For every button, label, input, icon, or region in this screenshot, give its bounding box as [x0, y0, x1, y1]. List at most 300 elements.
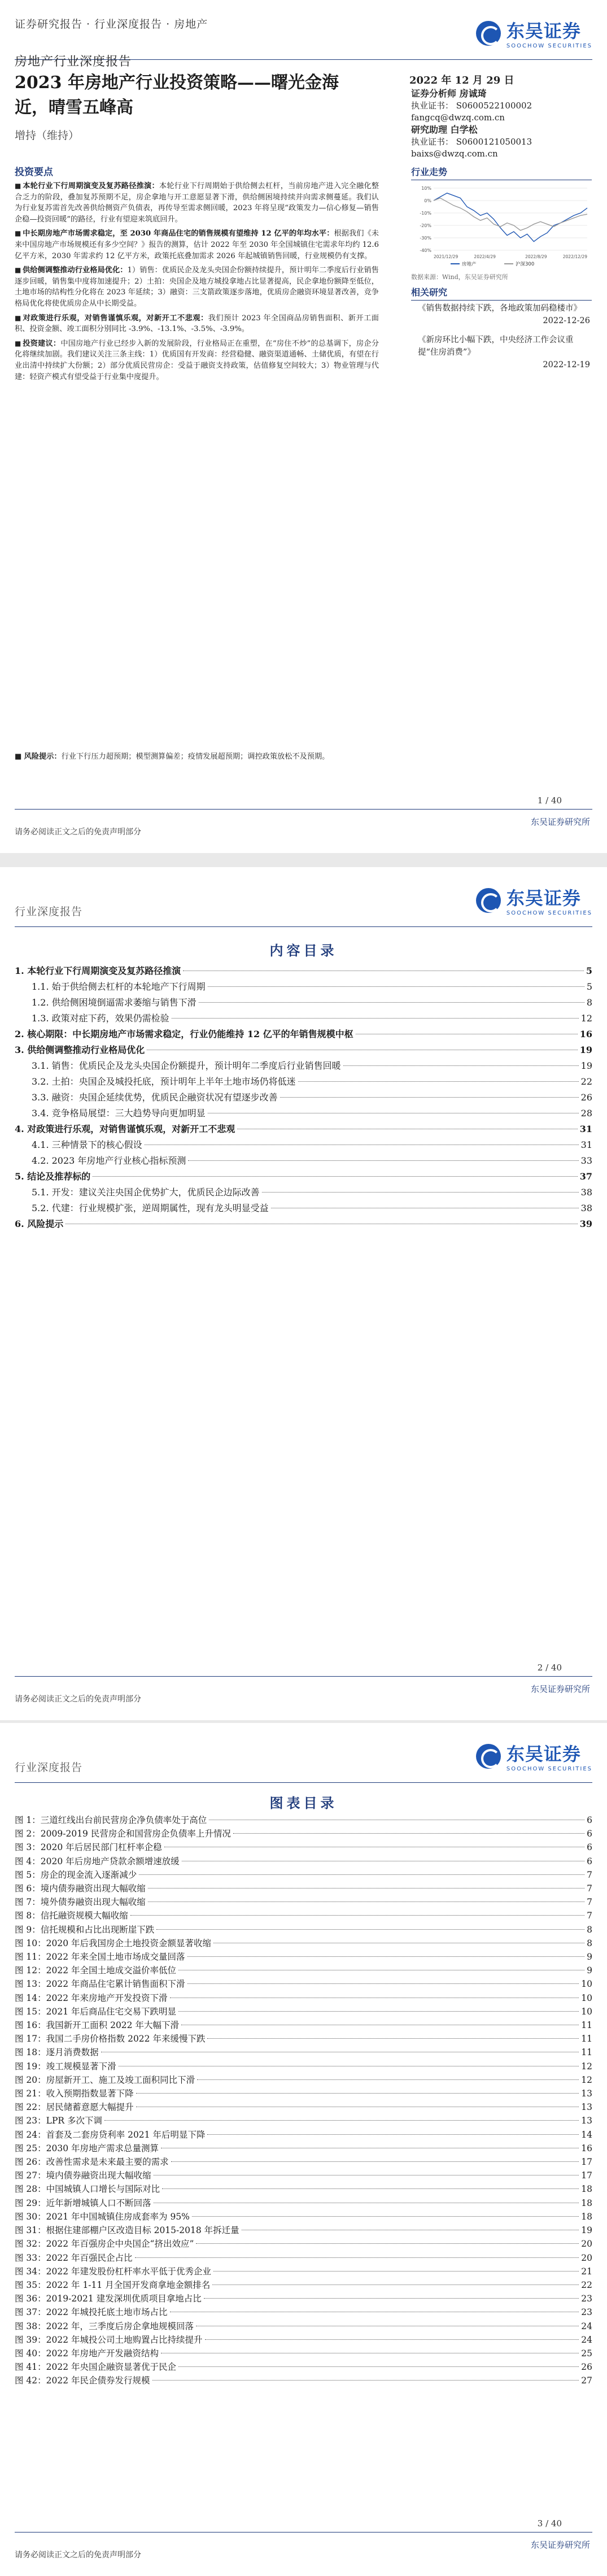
toc-dots: [156, 1929, 584, 1930]
summary-paragraph: [15, 313, 379, 335]
toc-label: 5. 结论及推荐标的: [15, 1171, 91, 1182]
figure-row: [15, 2223, 592, 2237]
figure-page: 21: [581, 2266, 592, 2277]
y-tick-label: 10%: [421, 186, 431, 191]
figure-page: 26: [581, 2362, 592, 2373]
figure-label: 图 1：三道红线出台前民营房企净负债率处于高位: [15, 1815, 207, 1825]
figure-page: 11: [581, 2034, 592, 2044]
figure-page: 20: [581, 2239, 592, 2249]
figure-page: 8: [587, 1938, 592, 1948]
figure-page: 9: [587, 1965, 592, 1976]
figure-page: 22: [581, 2279, 592, 2290]
toc-row: [15, 1026, 592, 1042]
toc-label: 4. 对政策进行乐观，对销售谨慎乐观，对新开工不悲观: [15, 1124, 235, 1134]
figure-label: 图 40：2022 年房地产开发融资结构: [15, 2348, 159, 2359]
toc-label: 4.1. 三种情景下的核心假设: [32, 1139, 142, 1150]
related-title: 《销售数据持续下跌，各地政策加码稳楼市》: [418, 304, 582, 313]
related-item: [418, 302, 590, 327]
figure-label: 图 4：2020 年后房地产贷款余额增速放缓: [15, 1856, 180, 1866]
toc-page: 5: [586, 981, 592, 992]
toc-page: 16: [579, 1029, 592, 1039]
figure-row: [15, 1895, 592, 1909]
logo-icon: [476, 21, 501, 46]
toc-page: 39: [579, 1219, 592, 1229]
toc-dots: [148, 1901, 584, 1902]
header-label: 行业深度报告: [15, 1761, 83, 1774]
figure-row: [15, 2182, 592, 2196]
toc-dots: [162, 2188, 579, 2189]
toc-title: 内容目录: [269, 942, 338, 959]
figure-row: [15, 1991, 592, 2005]
figure-page: 23: [581, 2307, 592, 2318]
toc-dots: [199, 1002, 584, 1003]
analyst-line: [411, 124, 532, 136]
related-title: 《新房环比小幅下跌，中央经济工作会议重提“住房消费”》: [418, 336, 574, 357]
figure-page: 13: [581, 2102, 592, 2113]
toc-page: 37: [579, 1171, 592, 1182]
toc-label: 3.1. 销售：优质民企及龙头央国企份额提升，预计明年二季度后行业销售回暖: [32, 1060, 341, 1071]
figure-page: 12: [581, 2061, 592, 2072]
page-title: 2023 年房地产行业投资策略——曙光金海近，晴雪五峰高: [15, 73, 339, 118]
toc-dots: [171, 2161, 579, 2162]
toc-label: 1.2. 供给侧困境倒逼需求萎缩与销售下滑: [32, 997, 196, 1008]
page-2: [0, 867, 607, 1720]
summary-lead: 对政策进行乐观，对销售谨慎乐观，对新开工不悲观：: [23, 314, 208, 323]
bullet-icon: ■: [15, 229, 21, 238]
figure-row: [15, 2237, 592, 2251]
analyst-role: 执业证书：: [411, 137, 456, 147]
logo-icon: [476, 1744, 501, 1769]
toc-dots: [178, 2366, 579, 2367]
trend-chart-svg: [411, 184, 592, 268]
analyst-value: 白学松: [450, 124, 478, 135]
figure-label: 图 8：信托融资规模大幅收缩: [15, 1911, 128, 1921]
figure-label: 图 23：LPR 多次下调: [15, 2116, 102, 2126]
toc-page: 22: [580, 1076, 592, 1087]
toc-label: 2. 核心期限：中长期房地产市场需求稳定，行业仍能维持 12 亿平的年销售规模中枢: [15, 1029, 353, 1039]
toc-row: [15, 1090, 592, 1106]
legend-label: 房地产: [462, 262, 477, 267]
summary-paragraph: [15, 265, 379, 309]
analyst-value: baixs@dwzq.com.cn: [411, 149, 498, 159]
figure-page: 12: [581, 2074, 592, 2085]
related-date: 2022-12-19: [543, 360, 590, 369]
figure-label: 图 22：居民储蓄意愿大幅提升: [15, 2102, 134, 2113]
summary-lead: 供给侧调整推动行业格局优化：: [23, 266, 128, 275]
toc-dots: [152, 2380, 579, 2381]
toc-dots: [196, 2243, 579, 2244]
toc-page: 19: [580, 1060, 592, 1071]
toc-row: [15, 995, 592, 1011]
toc-dots: [192, 2216, 579, 2217]
figure-label: 图 33：2022 年百强民企占比: [15, 2252, 133, 2263]
figure-row: [15, 2155, 592, 2169]
toc-row: [15, 1200, 592, 1216]
chart-source: 数据来源：Wind，东吴证券研究所: [411, 273, 508, 281]
figure-page: 18: [581, 2198, 592, 2208]
toc-row: [15, 1106, 592, 1121]
figure-page: 18: [581, 2184, 592, 2195]
toc-row: [15, 1153, 592, 1169]
toc-page: 12: [580, 1013, 592, 1024]
figure-list-title: 图表目录: [269, 1795, 338, 1811]
figure-row: [15, 2046, 592, 2059]
analyst-line: [411, 148, 532, 160]
toc-row: [15, 1216, 592, 1232]
figure-label: 图 2：2009-2019 民营房企和国营房企负债率上升情况: [15, 1829, 231, 1839]
figure-label: 图 35：2022 年 1-11 月全国开发商拿地金额排名: [15, 2279, 211, 2290]
trend-chart: [411, 184, 592, 268]
summary-paragraph: [15, 228, 379, 262]
summary-lead: 中长期房地产市场需求稳定，至 2030 年商品住宅的销售规模有望维持 12 亿平的年均水平：: [23, 229, 334, 238]
toc-label: 4.2. 2023 年房地产行业核心指标预测: [32, 1155, 186, 1166]
toc-dots: [298, 1081, 579, 1082]
toc-page: 38: [580, 1203, 592, 1213]
related-date: 2022-12-26: [543, 316, 590, 325]
figure-row: [15, 2073, 592, 2087]
disclaimer-footer: 请务必阅读正文之后的免责声明部分: [15, 2551, 141, 2560]
toc-dots: [233, 1833, 584, 1834]
y-tick-label: -40%: [420, 248, 431, 253]
figure-label: 图 28：中国城镇人口增长与国际对比: [15, 2184, 160, 2195]
toc-page: 8: [586, 997, 592, 1008]
toc-label: 1.1. 始于供给侧去杠杆的本轮地产下行周期: [32, 981, 206, 992]
toc-dots: [207, 2038, 579, 2039]
toc-row: [15, 963, 592, 979]
figure-label: 图 27：境内债券融资出现大幅收缩: [15, 2170, 151, 2181]
figure-page: 13: [581, 2116, 592, 2126]
figure-label: 图 42：2022 年民企债券发行规模: [15, 2375, 150, 2386]
toc-label: 3.2. 土拍：央国企及城投托底，预计明年上半年土地市场仍将低迷: [32, 1076, 296, 1087]
toc-page: 31: [579, 1124, 592, 1134]
summary-lead: 投资建议：: [23, 339, 61, 348]
figure-row: [15, 2374, 592, 2387]
figure-row: [15, 2210, 592, 2223]
toc-row: [15, 1137, 592, 1153]
figure-page: 10: [581, 1979, 592, 1990]
figure-page: 7: [587, 1883, 592, 1894]
related-list: [418, 302, 590, 378]
figure-row: [15, 1827, 592, 1840]
y-tick-label: -20%: [420, 223, 431, 228]
toc-dots: [136, 2093, 579, 2094]
x-tick-label: 2022/8/29: [525, 254, 547, 259]
figure-page: 24: [581, 2334, 592, 2345]
figure-row: [15, 1840, 592, 1854]
figure-page: 17: [581, 2157, 592, 2168]
figure-row: [15, 2320, 592, 2333]
analyst-role: 执业证书：: [411, 101, 456, 111]
figure-page: 25: [581, 2348, 592, 2359]
logo-icon: [476, 888, 501, 913]
bullet-icon: ■: [15, 314, 21, 322]
institute-footer: 东吴证券研究所: [530, 1684, 590, 1694]
figure-row: [15, 1813, 592, 1827]
table-of-contents: [15, 963, 592, 1232]
disclaimer-footer: 请务必阅读正文之后的免责声明部分: [15, 828, 141, 837]
figure-page: 24: [581, 2321, 592, 2331]
disclaimer-footer: 请务必阅读正文之后的免责声明部分: [15, 1695, 141, 1704]
toc-row: [15, 1169, 592, 1185]
figure-label: 图 14：2022 年来房地产开发投资下滑: [15, 1992, 168, 2003]
toc-dots: [135, 2257, 579, 2258]
analyst-block: [411, 88, 532, 160]
toc-label: 1.3. 政策对症下药，效果仍需检验: [32, 1013, 169, 1024]
figure-row: [15, 2196, 592, 2210]
figure-page: 9: [587, 1952, 592, 1963]
figure-page: 19: [581, 2225, 592, 2236]
figure-label: 图 3：2020 年后居民部门杠杆率企稳: [15, 1842, 162, 1853]
toc-dots: [178, 2011, 579, 2012]
bullet-icon: ■: [15, 266, 21, 275]
toc-dots: [187, 1983, 579, 1984]
figure-row: [15, 1909, 592, 1922]
toc-dots: [207, 2134, 579, 2135]
summary-paragraph: [15, 181, 379, 225]
toc-dots: [187, 1956, 585, 1957]
figure-label: 图 41：2022 年央国企融资显著优于民企: [15, 2362, 177, 2373]
figure-row: [15, 2292, 592, 2305]
figure-row: [15, 2142, 592, 2155]
toc-page: 26: [580, 1092, 592, 1103]
figure-label: 图 10：2020 年后我国房企土地投资金额显著收缩: [15, 1938, 212, 1948]
figure-row: [15, 2265, 592, 2278]
analyst-value: fangcq@dwzq.com.cn: [411, 112, 505, 123]
figure-page: 7: [587, 1869, 592, 1880]
toc-dots: [104, 2120, 579, 2121]
toc-row: [15, 979, 592, 995]
figure-label: 图 20：房屋新开工、施工及竣工面积同比下滑: [15, 2074, 195, 2085]
toc-dots: [204, 2298, 579, 2299]
figure-page: 20: [581, 2252, 592, 2263]
figure-list: [15, 1813, 592, 2388]
brand-logo: 东吴证券 SOOCHOW SECURITIES: [476, 1740, 592, 1772]
page-number: 1 / 40: [537, 795, 562, 806]
risk-text: 行业下行压力超预期；模型测算偏差；疫情发展超预期；调控政策放松不及预期。: [61, 752, 330, 761]
figure-page: 17: [581, 2170, 592, 2181]
toc-dots: [205, 2339, 579, 2340]
summary-text: 1）销售：优质民企及龙头央国企份额持续提升，预计明年二季度后行业销售逐步回暖，销售集中度将加速提升；2）土拍：央国企及地方城投拿地占比显著提高，民企拿地份额降至低位，土地市场的结构性分化将在 2023 年延续；3）融资：三支箭政策逐步落地，优质房企融资环境显著改善，竞争格局优化将使优质房企从中长期受益。: [15, 266, 379, 308]
figure-page: 10: [581, 2006, 592, 2017]
figure-label: 图 32：2022 年百强房企中央国企“挤出效应”: [15, 2239, 194, 2249]
summary-body: [15, 181, 379, 386]
figure-label: 图 31：根据住建部棚户区改造目标 2015-2018 年拆迁量: [15, 2225, 239, 2236]
figure-page: 7: [587, 1897, 592, 1908]
figure-page: 11: [581, 2020, 592, 2031]
toc-dots: [262, 1192, 579, 1193]
toc-row: [15, 1074, 592, 1090]
figure-page: 18: [581, 2211, 592, 2222]
toc-row: [15, 1121, 592, 1137]
summary-text: 本轮行业下行周期始于供给侧去杠杆，当前房地产进入完全融化整合乏力的阶段，叠加复苏预期不足，房企拿地与开工意愿显著下滑，供给侧困境持续并向需求侧蔓延。我们认为行业复苏需首先改善供给侧资产负债表，再传导至需求侧回暖，2023 年将呈现“政策发力—信心修复—销售企稳—投资回暖”的路径，行业有望迎来筑底回升。: [15, 182, 379, 224]
figure-page: 13: [581, 2088, 592, 2099]
figure-label: 图 9：信托规模和占比出现断崖下跌: [15, 1924, 155, 1935]
trend-heading: 行业走势: [411, 165, 592, 180]
toc-dots: [208, 986, 584, 987]
figure-label: 图 17：我国二手房价格指数 2022 年来缓慢下跌: [15, 2034, 206, 2044]
toc-page: 31: [580, 1139, 592, 1150]
figure-label: 图 15：2021 年后商品住宅交易下跌明显: [15, 2006, 177, 2017]
figure-row: [15, 1964, 592, 1977]
toc-dots: [343, 1065, 579, 1066]
figure-row: [15, 2032, 592, 2046]
toc-dots: [280, 1097, 579, 1098]
figure-label: 图 6：境内债券融资出现大幅收缩: [15, 1883, 146, 1894]
toc-page: 19: [579, 1045, 592, 1055]
figure-label: 图 25：2030 年房地产需求总量测算: [15, 2143, 159, 2153]
analyst-role: 证券分析师: [411, 88, 460, 99]
toc-label: 3. 供给侧调整推动行业格局优化: [15, 1045, 145, 1055]
toc-label: 6. 风险提示: [15, 1219, 64, 1229]
figure-page: 23: [581, 2294, 592, 2304]
figure-row: [15, 2333, 592, 2347]
summary-lead: 本轮行业下行周期演变及复苏路径推演：: [23, 182, 159, 190]
page-3: [0, 1723, 607, 2576]
figure-row: [15, 2087, 592, 2100]
figure-row: [15, 2360, 592, 2374]
page-header: [15, 1735, 592, 1783]
related-heading: 相关研究: [411, 285, 592, 301]
institute-footer: 东吴证券研究所: [530, 817, 590, 827]
analyst-line: [411, 100, 532, 112]
analyst-line: [411, 136, 532, 148]
analyst-line: [411, 112, 532, 124]
figure-row: [15, 2278, 592, 2292]
figure-label: 图 37：2022 年城投托底土地市场占比: [15, 2307, 168, 2318]
figure-page: 6: [587, 1829, 592, 1839]
figure-row: [15, 2018, 592, 2032]
toc-dots: [188, 1160, 578, 1161]
toc-row: [15, 1011, 592, 1026]
figure-row: [15, 2100, 592, 2114]
figure-row: [15, 2251, 592, 2265]
brand-logo: 东吴证券 SOOCHOW SECURITIES: [476, 884, 592, 916]
figure-row: [15, 1855, 592, 1868]
figure-row: [15, 2305, 592, 2319]
page-header: [15, 880, 592, 927]
legend-label: 沪深300: [516, 262, 535, 267]
figure-row: [15, 1950, 592, 1964]
analyst-value: S0600522100002: [456, 101, 532, 111]
figure-page: 7: [587, 1911, 592, 1921]
figure-row: [15, 2114, 592, 2127]
toc-label: 5.2. 代建：行业规模扩张，逆周期属性，现有龙头明显受益: [32, 1203, 269, 1213]
toc-dots: [130, 1915, 584, 1916]
summary-text: 我们预计 2023 年全国商品房销售面积、新开工面积、投资金额、竣工面积分别同比 -3.9%、-13.1%、-3.5%、-3.9%。: [15, 314, 379, 334]
figure-label: 图 39：2022 年城投公司土地购置占比持续提升: [15, 2334, 203, 2345]
figure-label: 图 19：竣工规模显著下滑: [15, 2061, 116, 2072]
figure-label: 图 29：近年新增城镇人口不断回落: [15, 2198, 151, 2208]
toc-page: 5: [586, 965, 592, 976]
risk-heading: 风险提示：: [24, 752, 62, 761]
figure-label: 图 12：2022 年全国土地成交溢价率低位: [15, 1965, 177, 1976]
related-item: [418, 334, 590, 371]
figure-label: 图 11：2022 年来全国土地市场成交量回落: [15, 1952, 185, 1963]
page-1: [0, 0, 607, 853]
figure-page: 6: [587, 1842, 592, 1853]
figure-label: 图 24：首套及二套房贷利率 2021 年后明显下降: [15, 2129, 206, 2140]
toc-label: 1. 本轮行业下行周期演变及复苏路径推演: [15, 965, 181, 976]
figure-page: 6: [587, 1815, 592, 1825]
toc-page: 28: [580, 1108, 592, 1119]
figure-label: 图 26：改善性需求是未来最主要的需求: [15, 2157, 169, 2168]
risk-block: ■ 风险提示：行业下行压力超预期；模型测算偏差；疫情发展超预期；调控政策放松不及预期。: [15, 752, 330, 761]
analyst-role: 研究助理: [411, 124, 451, 135]
figure-page: 16: [581, 2143, 592, 2153]
toc-dots: [172, 1018, 579, 1019]
figure-label: 图 36：2019-2021 建发深圳优质项目拿地占比: [15, 2294, 202, 2304]
y-tick-label: -30%: [420, 236, 431, 241]
y-tick-label: 0%: [424, 198, 431, 203]
figure-row: [15, 1868, 592, 1882]
figure-page: 8: [587, 1924, 592, 1935]
page-number: 2 / 40: [537, 1663, 562, 1673]
header-label: 行业深度报告: [15, 906, 83, 918]
figure-label: 图 16：我国新开工面积 2022 年大幅下滑: [15, 2020, 179, 2031]
toc-page: 38: [580, 1187, 592, 1198]
report-date: 2022 年 12 月 29 日: [409, 75, 514, 86]
summary-heading: 投资要点: [15, 167, 53, 178]
toc-dots: [148, 1888, 584, 1889]
figure-row: [15, 1923, 592, 1937]
toc-row: [15, 1042, 592, 1058]
figure-label: 图 7：境外债券融资出现大幅收缩: [15, 1897, 146, 1908]
figure-row: [15, 2347, 592, 2360]
figure-row: [15, 1937, 592, 1950]
toc-label: 5.1. 开发：建议关注央国企优势扩大，优质民企边际改善: [32, 1187, 260, 1198]
figure-row: [15, 1977, 592, 1991]
figure-row: [15, 1882, 592, 1895]
x-tick-label: 2021/12/29: [434, 254, 458, 259]
toc-dots: [197, 2079, 579, 2080]
summary-text: 根据我们《未来中国房地产市场规模还有多少空间？》报告的测算，估计 2022 年至 2030 年全国城镇住宅需求年均约 12.6 亿平方米，2030 年需求约 12 亿平方米，政策托底叠加需求 2026 年起城镇销售回暖，行业规模仍有支撑。: [15, 229, 379, 260]
figure-page: 27: [581, 2375, 592, 2386]
toc-label: 3.3. 融资：央国企延续优势，优质民企融资状况有望逐步改善: [32, 1092, 278, 1103]
toc-page: 33: [580, 1155, 592, 1166]
figure-page: 11: [581, 2047, 592, 2058]
x-tick-label: 2022/4/29: [474, 254, 496, 259]
y-tick-label: -10%: [420, 211, 431, 216]
rating: 增持（维持）: [15, 129, 80, 142]
figure-page: 14: [581, 2129, 592, 2140]
header-breadcrumb: 证券研究报告 · 行业深度报告 · 房地产: [15, 18, 208, 31]
toc-dots: [93, 1176, 577, 1177]
figure-page: 6: [587, 1856, 592, 1866]
figure-label: 图 30：2021 年中国城镇住房成套率为 95%: [15, 2211, 190, 2222]
figure-label: 图 21：收入预期指数显著下降: [15, 2088, 134, 2099]
toc-row: [15, 1058, 592, 1074]
toc-label: 3.4. 竞争格局展望：三大趋势导向更加明显: [32, 1108, 206, 1119]
toc-dots: [139, 1874, 584, 1875]
figure-row: [15, 2060, 592, 2073]
x-tick-label: 2022/12/29: [562, 254, 587, 259]
bullet-icon: ■: [15, 339, 21, 347]
bullet-icon: ■: [15, 182, 21, 190]
brand-logo: 东吴证券 SOOCHOW SECURITIES: [476, 17, 592, 49]
analyst-value: 房诚琦: [459, 88, 487, 99]
report-type: 房地产行业深度报告: [15, 55, 132, 69]
figure-label: 图 13：2022 年商品住宅累计销售面积下滑: [15, 1979, 185, 1990]
figure-label: 图 38：2022 年，三季度后房企拿地规模回落: [15, 2321, 194, 2331]
toc-dots: [213, 2271, 579, 2272]
figure-label: 图 18：逐月消费数据: [15, 2047, 99, 2058]
figure-row: [15, 2005, 592, 2018]
figure-label: 图 34：2022 年建发股份杠杆率水平低于优秀企业: [15, 2266, 212, 2277]
page-number: 3 / 40: [537, 2518, 562, 2529]
figure-page: 10: [581, 1992, 592, 2003]
summary-paragraph: [15, 338, 379, 382]
figure-label: 图 5：房企的现金流入逐渐减少: [15, 1869, 137, 1880]
